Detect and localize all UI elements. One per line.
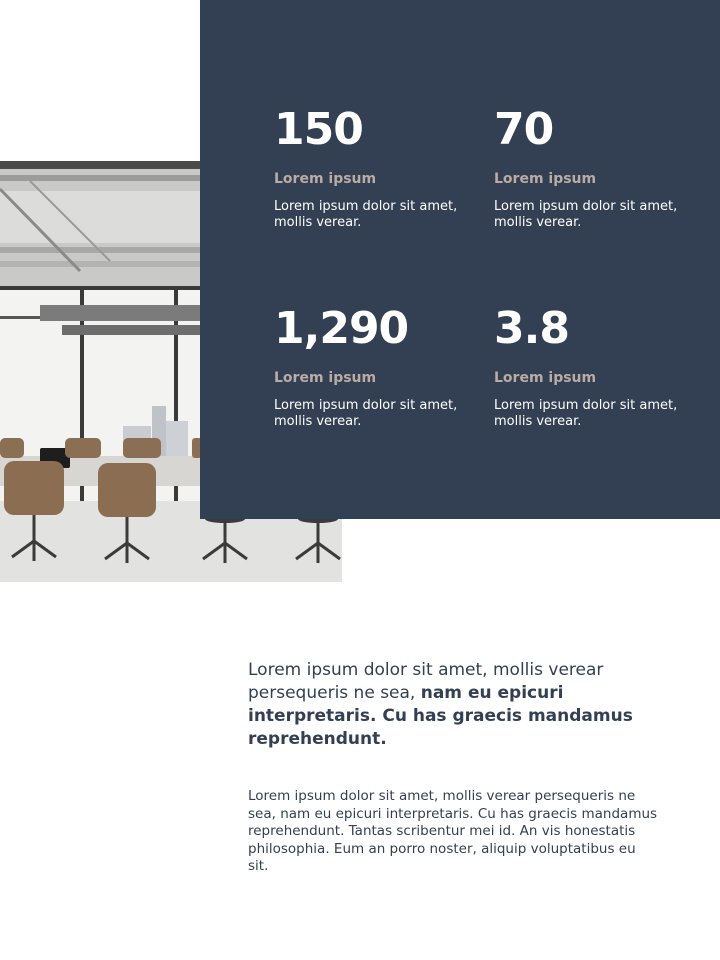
stat-heading: Lorem ipsum bbox=[494, 171, 597, 187]
stats-panel bbox=[200, 0, 720, 519]
stat-heading: Lorem ipsum bbox=[274, 370, 377, 386]
stat-description: Lorem ipsum dolor sit amet, mollis verear. bbox=[274, 199, 458, 230]
stat-description: Lorem ipsum dolor sit amet, mollis verear. bbox=[494, 398, 678, 429]
stat-value: 1,290 bbox=[274, 303, 409, 354]
stat-block bbox=[494, 303, 694, 430]
lead-paragraph bbox=[248, 659, 668, 751]
stat-value: 3.8 bbox=[494, 303, 569, 354]
lead-bold-text: nam eu epicuri interpretaris. Cu has graecis mandamus reprehendunt. bbox=[248, 683, 633, 749]
stat-description: Lorem ipsum dolor sit amet, mollis verear. bbox=[494, 199, 678, 230]
stat-block bbox=[494, 104, 694, 231]
stat-heading: Lorem ipsum bbox=[494, 370, 597, 386]
stat-block bbox=[274, 104, 474, 231]
lead-plain-text: Lorem ipsum dolor sit amet, mollis verear persequeris ne sea, bbox=[248, 660, 604, 703]
stat-heading: Lorem ipsum bbox=[274, 171, 377, 187]
stat-value: 150 bbox=[274, 104, 363, 155]
stat-block bbox=[274, 303, 474, 430]
body-paragraph: Lorem ipsum dolor sit amet, mollis verear persequeris ne sea, nam eu epicuri interpretaris. Cu has graecis mandamus reprehendunt. Tantas scribentur mei id. An vis honestatis philosophia. Eum an porro noster, aliquip voluptatibus eu sit. bbox=[248, 788, 658, 874]
stat-description: Lorem ipsum dolor sit amet, mollis verear. bbox=[274, 398, 458, 429]
stat-value: 70 bbox=[494, 104, 554, 155]
